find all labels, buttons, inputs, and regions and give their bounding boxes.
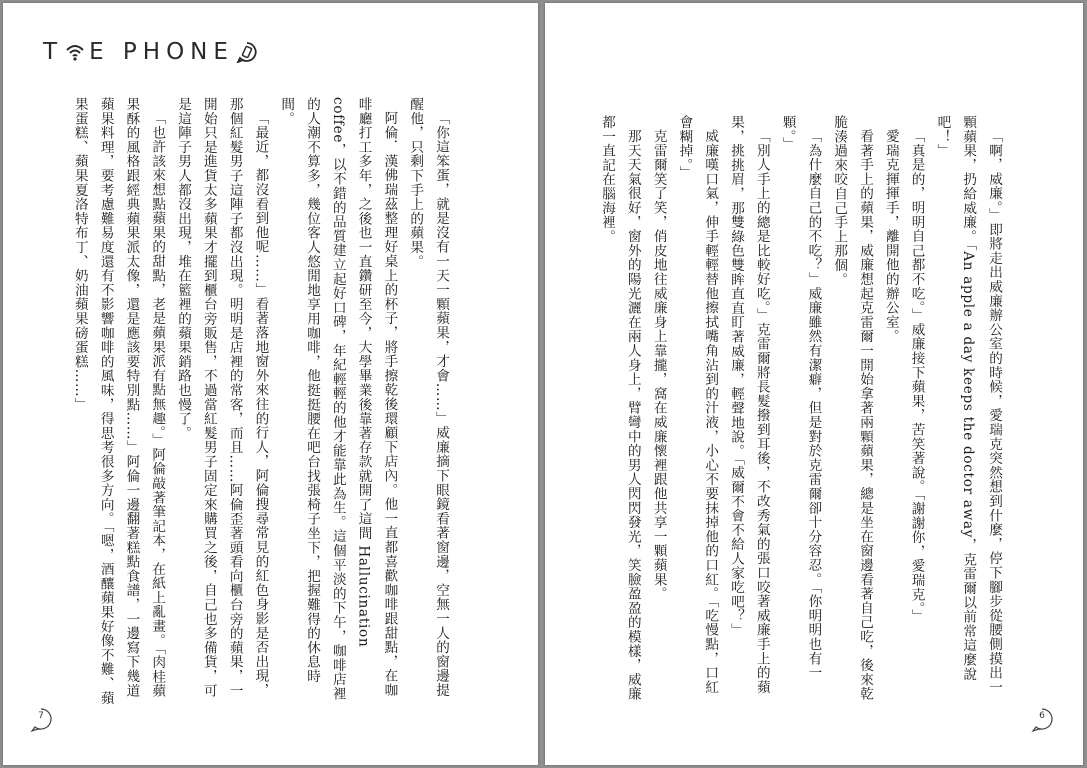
logo-text-rest: E PHONE bbox=[89, 39, 234, 65]
paragraph: 那天天氣很好，窗外的陽光灑在兩人身上，臂彎中的男人閃閃發光，笑臉盈盈的模樣，威廉都一直記在腦海裡。 bbox=[599, 115, 641, 701]
paragraph: 「也許該來想點蘋果的甜點，老是蘋果派有點無趣。」阿倫敲著筆記本，在紙上亂畫。「肉桂蘋果酥的風格跟經典蘋果派太像，還是應該要特別點……」阿倫一邊翻著糕點食譜，一邊寫下幾道蘋果料理，要考慮難易度還有不影響咖啡的風味，得思考很多方向。「嗯，酒釀蘋果好像不難、蘋果蛋糕、蘋果夏洛特布丁、奶油蘋果磅蛋糕……」 bbox=[71, 97, 166, 706]
right-page-body bbox=[599, 115, 1006, 705]
page-number: 7 bbox=[38, 711, 44, 721]
logo-text-t: T bbox=[43, 39, 64, 65]
book-logo bbox=[43, 39, 258, 65]
paragraph: 看著手上的蘋果，威廉想起克雷爾一開始拿著兩顆蘋果，總是坐在窗邊看著自己吃，後來乾脆湊過來咬自己手上那個。 bbox=[831, 115, 874, 701]
paragraph: 「你這笨蛋，就是沒有一天一顆蘋果，才會……」威廉摘下眼鏡看著窗邊，空無一人的窗邊提醒他，只剩下手上的蘋果。 bbox=[407, 97, 449, 697]
paragraph: 「啊，威廉。」即將走出威廉辦公室的時候，愛瑞克突然想到什麼，停下腳步從腰側摸出一顆蘋果，扔給威廉。「An apple a day keeps the doctor away，克雷爾以前常這麼說吧！」 bbox=[934, 115, 1002, 694]
phone-bubble-icon bbox=[236, 41, 258, 63]
page-number: 6 bbox=[1039, 711, 1045, 721]
paragraph: 「最近，都沒看到他呢……」看著落地窗外來往的行人，阿倫搜尋常見的紅色身影是否出現，那個紅髮男子這陣子都沒出現。明明是店裡的常客，而且……阿倫歪著頭看向櫃台旁的蘋果，一開始只是進貨太多蘋果才擺到櫃台旁販售，不過當紅髮男子固定來購買之後，自己也多備貨，可是這陣子男人都沒出現，堆在籃裡的蘋果銷路也慢了。 bbox=[175, 97, 269, 698]
page-number-badge bbox=[29, 707, 55, 733]
paragraph: 克雷爾笑了笑，俏皮地往威廉身上靠攏，窩在威廉懷裡跟他共享一顆蘋果。 bbox=[650, 128, 667, 601]
paragraph: 「別人手上的總是比較好吃。」克雷爾將長髮撥到耳後，不改秀氣的張口咬著威廉手上的蘋果，挑挑眉，那雙綠色雙眸直直盯著威廉，輕聲地說。「威爾不會不給人家吃吧？」 bbox=[728, 115, 770, 694]
left-page bbox=[3, 3, 538, 765]
paragraph: 愛瑞克揮揮手，離開他的辦公室。 bbox=[882, 128, 899, 344]
paragraph: 「真是的，明明自己都不吃。」威廉接下蘋果，苦笑著說。「謝謝你，愛瑞克。」 bbox=[908, 128, 925, 623]
paragraph: 「為什麼自己的不吃？」威廉雖然有潔癖，但是對於克雷爾卻十分容忍。「你明明也有一顆。」 bbox=[779, 115, 822, 680]
wifi-icon bbox=[65, 43, 85, 61]
page-number-badge bbox=[1030, 707, 1056, 733]
paragraph: 阿倫．漢佛瑞茲整理好桌上的杯子，將手擦乾後環顧下店內。他一直都喜歡咖啡跟甜點，在咖啡廳打工多年，之後也一直鑽研至今，大學畢業後靠著存款就開了這間 Hallucination coffee，以不錯的品質建立起好口碑，年紀輕輕的他才能靠此為生。這個平淡的下午，咖啡店裡的人潮不算多，幾位客人悠閒地享用咖啡，他挺挺腰在吧台找張椅子坐下，把握難得的休息時間。 bbox=[278, 97, 398, 701]
paragraph: 威廉嘆口氣，伸手輕輕替他擦拭嘴角沾到的汁液，小心不要抹掉他的口紅。「吃慢點，口紅會糊掉。」 bbox=[676, 115, 719, 694]
left-page-body bbox=[53, 97, 453, 709]
right-page bbox=[545, 3, 1083, 765]
